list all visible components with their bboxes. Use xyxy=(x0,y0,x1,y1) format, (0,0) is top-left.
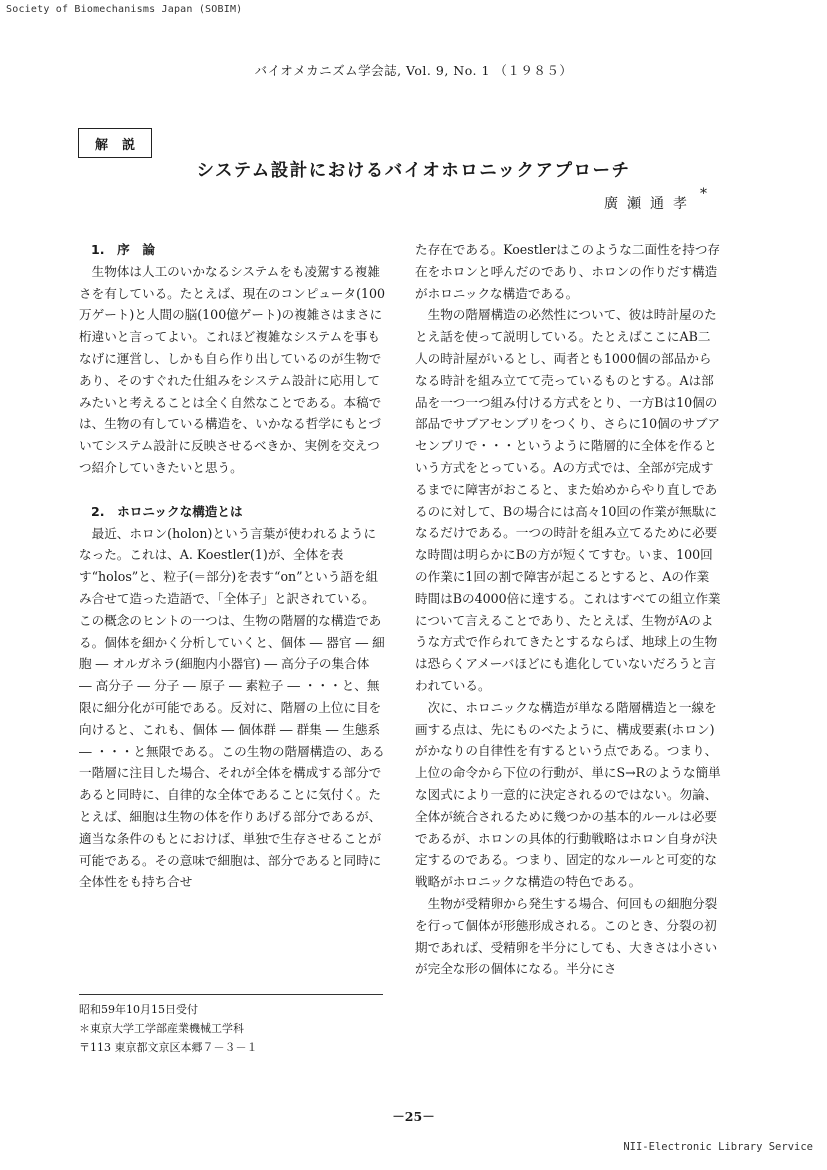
section-2-heading: 2. ホロニックな構造とは xyxy=(91,503,243,519)
footnote-divider xyxy=(79,994,383,995)
page-number: －25－ xyxy=(392,1109,435,1124)
source-footer: NII-Electronic Library Service xyxy=(623,1141,813,1153)
received-date: 昭和59年10月15日受付 xyxy=(79,1003,198,1016)
section-1-heading: 1. 序 論 xyxy=(91,242,155,257)
right-column xyxy=(415,239,721,980)
article-title: システム設計におけるバイオホロニックアプローチ xyxy=(196,161,631,181)
section-2-paragraph: 最近、ホロン(holon)という言葉が使われるようになった。これは、A. Koestler(1)が、全体を表す“holos”と、粒子(＝部分)を表す“on”という語を組み合せて造った造語で、「全体子」と訳されている。この概念のヒントの一つは、生物の階層的な構造である。個体を細かく分析していくと、個体 ― 器官 ― 細胞 ― オルガネラ(細胞内小器官) ― 高分子の集合体 ― 高分子 ― 分子 ― 原子 ― 素粒子 ― ・・・と、無限に細分化が可能である。反対に、階層の上位に目を向けると、これも、個体 ― 個体群 ― 群集 ― 生態系 ― ・・・と無限である。この生物の階層構造の、ある一階層に注目した場合、それが全体を構成する部分であると同時に、自律的な全体であることに気付く。たとえば、細胞は生物の体を作りあげる部分であるが、適当な条件のもとにおけば、単独で生存させることが可能である。その意味で細胞は、部分であると同時に全体性をも持ち合せ xyxy=(79,525,385,890)
section-1-paragraph: 生物体は人工のいかなるシステムをも凌駕する複雑さを有している。たとえば、現在のコンピュータ(100万ゲート)と人間の脳(100億ゲート)の複雑さはまさに桁違いと言ってよい。これほど複雑なシステムを事もなげに運営し、しかも自ら作り出しているのが生物であり、そのすぐれた仕組みをシステム設計に応用してみたいと考えることは全く自然なことである。本稿では、生物の有している構造を、いかなる哲学にもとづいてシステム設計に反映させるべきか、実例を交えつつ紹介していきたいと思う。 xyxy=(79,263,386,475)
paragraph-development: 生物が受精卵から発生する場合、何回もの細胞分裂を行って個体が形態形成される。このとき、分裂の初期であれば、受精卵を半分にしても、大きさは小さいが完全な形の個体になる。半分にさ xyxy=(415,895,718,977)
author-affiliation: ＊東京大学工学部産業機械工学科 xyxy=(79,1022,244,1035)
paragraph-continued: た存在である。Koestlerはこのような二面性を持つ存在をホロンと呼んだのであり、ホロンの作りだす構造がホロニックな構造である。 xyxy=(415,242,721,301)
paragraph-autonomy: 次に、ホロニックな構造が単なる階層構造と一線を画する点は、先にものべたように、構成要素(ホロン)がかなりの自律性を有するという点である。つまり、上位の命令から下位の行動が、単にS→Rのような簡単な図式により一意的に決定されるのではない。勿論、全体が統合されるために幾つかの基本的ルールは必要であるが、ホロンの具体的行動戦略はホロン自身が決定するのである。つまり、固定的なルールと可変的な戦略がホロニックな構造の特色である。 xyxy=(415,699,721,890)
author-name: 廣瀬通孝 xyxy=(604,196,696,212)
source-header: Society of Biomechanisms Japan (SOBIM) xyxy=(6,4,243,15)
paragraph-watchmaker: 生物の階層構造の必然性について、彼は時計屋のたとえ話を使って説明している。たとえばここにAB二人の時計屋がいるとし、両者とも1000個の部品からなる時計を組み立てて売っているものとする。Aは部品を一つ一つ組み付ける方式をとり、一方Bは10個の部品でサブアセンブリをつくり、さらに10個のサブアセンブリで・・・というように階層的に全体を作るという方式をとっている。Aの方式では、全部が完成するまでに障害がおこると、また始めからやり直しであるのに対して、Bの場合には高々10回の作業が無駄になるだけである。一つの時計を組み立てるために必要な時間は明らかにBの方が短くてすむ。いま、100回の作業に1回の割で障害が起こるとすると、Aの作業時間はBの4000倍に達する。これはすべての組立作業について言えることであり、たとえば、生物がAのような方式で作られてきたとするならば、地球上の生物は恐らくアメーバほどにも進化していないだろうと言われている。 xyxy=(415,307,721,693)
category-label: 解説 xyxy=(78,128,152,158)
left-column xyxy=(79,239,385,893)
footnotes xyxy=(79,1000,258,1057)
author-footnote-mark: * xyxy=(700,186,707,202)
author-address: 〒113 東京都文京区本郷７－３－１ xyxy=(79,1041,258,1054)
journal-citation: バイオメカニズム学会誌, Vol. 9, No. 1 （１９８５） xyxy=(254,63,573,78)
